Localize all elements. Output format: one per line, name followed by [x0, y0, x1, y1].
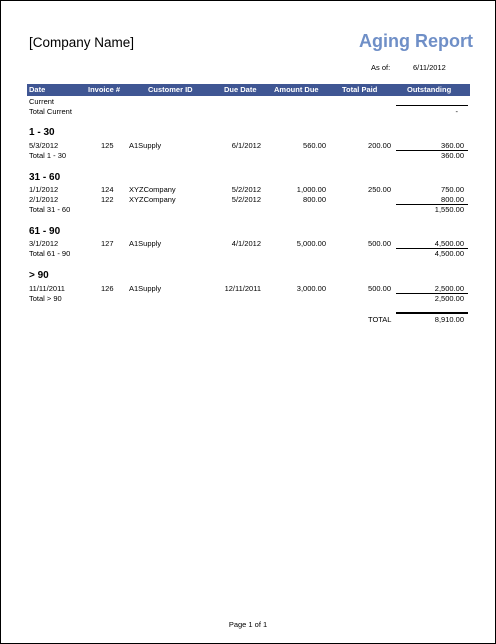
row-amount-due: 5,000.00 [296, 239, 326, 248]
row-due-date: 12/11/2011 [224, 284, 261, 293]
section-total-value: 4,500.00 [434, 249, 464, 258]
current-label: Current [29, 97, 55, 106]
row-amount-due: 1,000.00 [296, 185, 326, 194]
page-number: Page 1 of 1 [228, 620, 268, 629]
row-outstanding: 360.00 [441, 141, 464, 150]
row-amount-due: 3,000.00 [296, 284, 326, 293]
grand-total-value: 8,910.00 [434, 315, 464, 324]
row-date: 2/1/2012 [29, 195, 59, 204]
row-outstanding: 2,500.00 [434, 284, 464, 293]
row-invoice: 126 [101, 284, 114, 293]
section-total-label: Total > 90 [29, 294, 62, 303]
row-customer: XYZCompany [129, 185, 176, 194]
row-amount-due: 560.00 [303, 141, 326, 150]
row-invoice: 122 [101, 195, 114, 204]
row-total-paid: 500.00 [368, 284, 391, 293]
col-customer-header: Customer ID [148, 85, 193, 94]
row-outstanding: 800.00 [441, 195, 464, 204]
row-amount-due: 800.00 [303, 195, 326, 204]
col-date-header: Date [29, 85, 46, 94]
company-name: [Company Name] [29, 35, 135, 50]
row-date: 1/1/2012 [29, 185, 59, 194]
row-total-paid: 500.00 [368, 239, 391, 248]
row-customer: XYZCompany [129, 195, 176, 204]
total-current-label: Total Current [29, 107, 72, 116]
section-title: 1 - 30 [29, 127, 55, 138]
col-invoice-header: Invoice # [88, 85, 121, 94]
row-date: 11/11/2011 [29, 284, 65, 293]
row-customer: A1Supply [129, 284, 162, 293]
section-total-value: 360.00 [441, 151, 464, 160]
row-due-date: 5/2/2012 [231, 185, 261, 194]
col-outstanding-header: Outstanding [407, 85, 452, 94]
row-customer: A1Supply [129, 141, 162, 150]
section-title: 61 - 90 [29, 226, 61, 237]
row-outstanding: 4,500.00 [434, 239, 464, 248]
row-outstanding: 750.00 [441, 185, 464, 194]
section-title: > 90 [29, 270, 49, 281]
report-title: Aging Report [359, 31, 473, 51]
row-invoice: 127 [101, 239, 114, 248]
as-of-date: 6/11/2012 [413, 63, 446, 72]
row-invoice: 124 [101, 185, 114, 194]
section-total-value: 2,500.00 [434, 294, 464, 303]
section-total-label: Total 61 - 90 [29, 249, 71, 258]
section-total-value: 1,550.00 [434, 205, 464, 214]
col-amount-due-header: Amount Due [274, 85, 319, 94]
row-due-date: 4/1/2012 [231, 239, 261, 248]
as-of-label: As of: [371, 63, 391, 72]
row-total-paid: 200.00 [368, 141, 391, 150]
row-due-date: 5/2/2012 [231, 195, 261, 204]
section-total-label: Total 31 - 60 [29, 205, 71, 214]
col-due-date-header: Due Date [224, 85, 257, 94]
col-total-paid-header: Total Paid [342, 85, 378, 94]
section-total-label: Total 1 - 30 [29, 151, 67, 160]
row-date: 5/3/2012 [29, 141, 59, 150]
row-total-paid: 250.00 [368, 185, 391, 194]
row-due-date: 6/1/2012 [231, 141, 261, 150]
grand-total-label: TOTAL [368, 315, 392, 324]
section-title: 31 - 60 [29, 172, 61, 183]
row-invoice: 125 [101, 141, 114, 150]
total-current-value: - [455, 107, 458, 116]
row-customer: A1Supply [129, 239, 162, 248]
grand-total-line [396, 312, 468, 314]
current-underline [396, 105, 468, 106]
row-date: 3/1/2012 [29, 239, 59, 248]
